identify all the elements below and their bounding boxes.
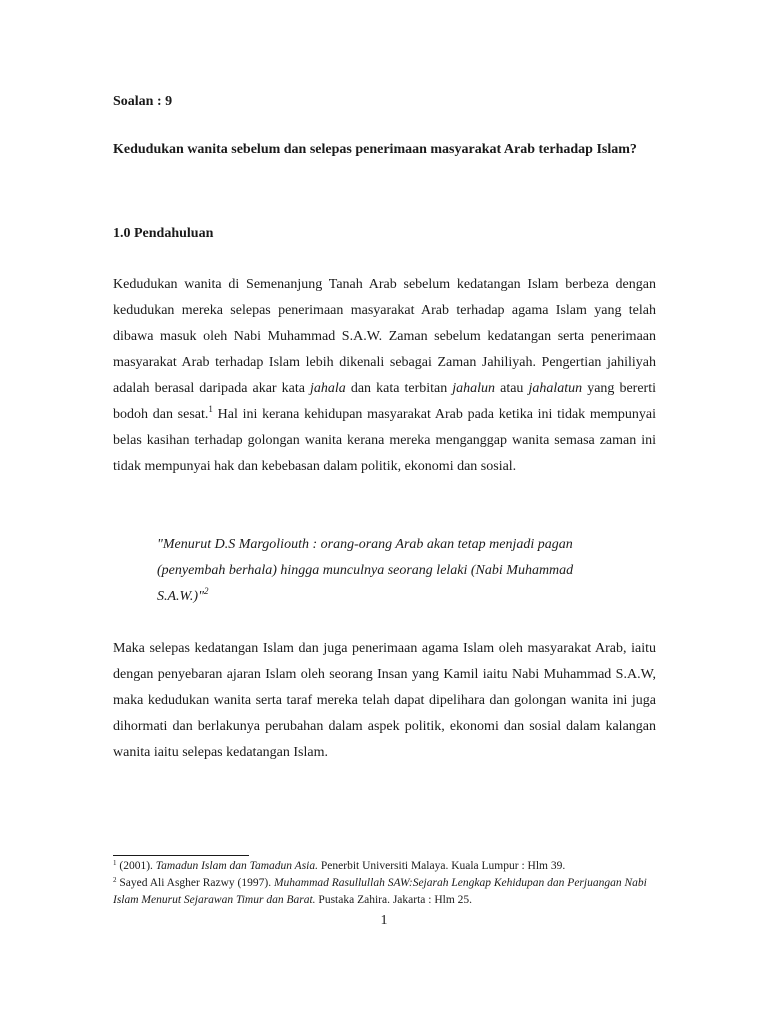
term-jahalun: jahalun — [452, 381, 496, 396]
body-paragraph: Maka selepas kedatangan Islam dan juga penerimaan agama Islam oleh masyarakat Arab, iaitu dengan penyebaran ajaran Islam oleh seorang Insan yang Kamil iaitu Nabi Muhammad S.A.W, maka kedudukan wanita serta taraf mereka telah dapat dipelihara dan golongan wanita ini juga dihormati dan berlakunya perubahan dalam aspek politik, ekonomi dan sosial dalam kalangan wanita iaitu selepas kedatangan Islam. — [113, 641, 656, 760]
intro-text-2: dan kata terbitan — [345, 381, 453, 396]
footnote-separator — [113, 855, 249, 856]
term-jahala: jahala — [310, 381, 346, 396]
footnote-text: Pustaka Zahira. Jakarta : Hlm 25. — [315, 894, 473, 906]
intro-text-1: Kedudukan wanita di Semenanjung Tanah Arab sebelum kedatangan Islam berbeza dengan kedudukan mereka selepas penerimaan masyarakat Arab terhadap agama Islam yang telah dibawa masuk oleh Nabi Muhammad S.A.W. Zaman sebelum kedatangan serta penerimaan masyarakat Arab terhadap Islam lebih dikenali sebagai Zaman Jahiliyah. Pengertian jahiliyah adalah berasal daripada akar kata — [113, 277, 656, 396]
quote-text: "Menurut D.S Margoliouth : orang-orang Arab akan tetap menjadi pagan (penyembah berhala) hingga munculnya seorang lelaki (Nabi Muhammad S.A.W.)" — [157, 537, 574, 604]
footnote-number: 1 — [113, 859, 117, 867]
question-number: Soalan : 9 — [113, 94, 173, 109]
intro-text-4: yang bererti bodoh dan sesat. — [113, 381, 656, 422]
intro-text-5: Hal ini kerana kehidupan masyarakat Arab pada ketika ini tidak mempunyai belas kasihan terhadap golongan wanita kerana mereka menganggap wanita semasa zaman ini tidak mempunyai hak dan kebebasan dalam politik, ekonomi dan sosial. — [113, 407, 656, 474]
footnote-text: Sayed Ali Asgher Razwy (1997). — [116, 877, 274, 889]
footnote-2 — [113, 875, 656, 909]
intro-paragraph — [113, 272, 656, 480]
term-jahalatun: jahalatun — [528, 381, 583, 396]
intro-text-3: atau — [495, 381, 529, 396]
question-title: Kedudukan wanita sebelum dan selepas penerimaan masyarakat Arab terhadap Islam? — [113, 142, 637, 157]
footnote-ref-1[interactable]: 1 — [208, 404, 213, 414]
footnote-title: Tamadun Islam dan Tamadun Asia. — [155, 860, 319, 872]
footnote-text: Penerbit Universiti Malaya. Kuala Lumpur : Hlm 39. — [318, 860, 566, 872]
footnote-ref-2[interactable]: 2 — [203, 586, 209, 596]
footnote-number: 2 — [113, 876, 117, 884]
block-quote — [157, 532, 627, 610]
section-heading: 1.0 Pendahuluan — [113, 226, 214, 241]
page-number: 1 — [380, 913, 388, 928]
footnote-1 — [113, 858, 656, 875]
footnote-title: Muhammad Rasullullah SAW:Sejarah Lengkap Kehidupan dan Perjuangan Nabi Islam Menurut Sejarawan Timur dan Barat. — [113, 877, 647, 906]
footnote-text: (2001). — [116, 860, 156, 872]
